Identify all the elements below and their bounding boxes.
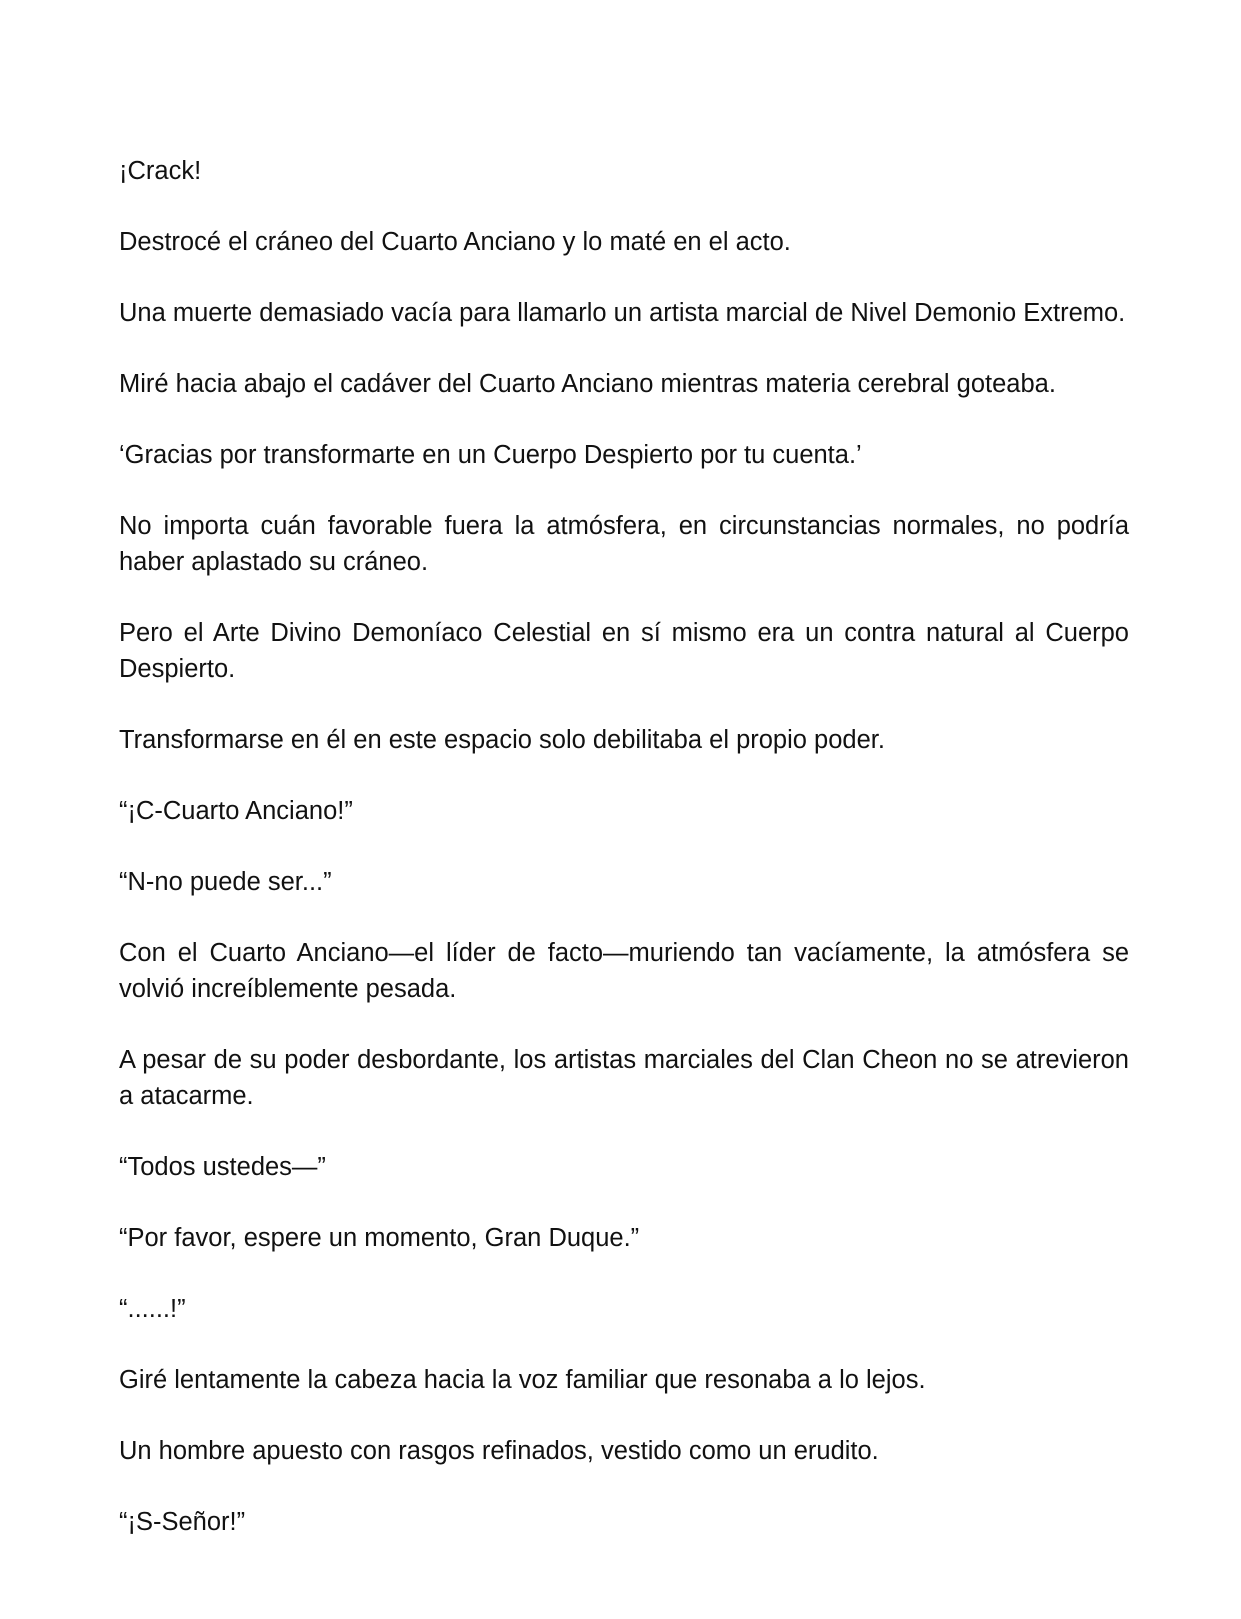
paragraph: Miré hacia abajo el cadáver del Cuarto Anciano mientras materia cerebral goteaba. — [119, 370, 1056, 398]
paragraph: Una muerte demasiado vacía para llamarlo un artista marcial de Nivel Demonio Extremo. — [119, 299, 1126, 327]
paragraph: “Por favor, espere un momento, Gran Duque.” — [119, 1224, 640, 1252]
paragraph: Destrocé el cráneo del Cuarto Anciano y lo maté en el acto. — [119, 228, 791, 256]
paragraph: Giré lentamente la cabeza hacia la voz familiar que resonaba a lo lejos. — [119, 1366, 926, 1394]
paragraph: Transformarse en él en este espacio solo debilitaba el propio poder. — [119, 726, 885, 754]
paragraph: ‘Gracias por transformarte en un Cuerpo Despierto por tu cuenta.’ — [119, 441, 862, 469]
paragraph: “N-no puede ser...” — [119, 868, 332, 896]
paragraph: “¡S-Señor!” — [119, 1508, 246, 1536]
document-body — [119, 153, 1129, 1540]
paragraph: “¡C-Cuarto Anciano!” — [119, 797, 353, 825]
paragraph: Pero el Arte Divino Demoníaco Celestial en sí mismo era un contra natural al Cuerpo Despierto. — [119, 619, 1129, 683]
paragraph: Con el Cuarto Anciano—el líder de facto—muriendo tan vacíamente, la atmósfera se volvió increíblemente pesada. — [119, 939, 1129, 1003]
paragraph: A pesar de su poder desbordante, los artistas marciales del Clan Cheon no se atrevieron a atacarme. — [119, 1046, 1129, 1110]
paragraph: No importa cuán favorable fuera la atmósfera, en circunstancias normales, no podría haber aplastado su cráneo. — [119, 512, 1129, 576]
paragraph: “......!” — [119, 1295, 186, 1323]
paragraph: Un hombre apuesto con rasgos refinados, vestido como un erudito. — [119, 1437, 879, 1465]
paragraph: ¡Crack! — [119, 157, 202, 185]
paragraph: “Todos ustedes—” — [119, 1153, 326, 1181]
